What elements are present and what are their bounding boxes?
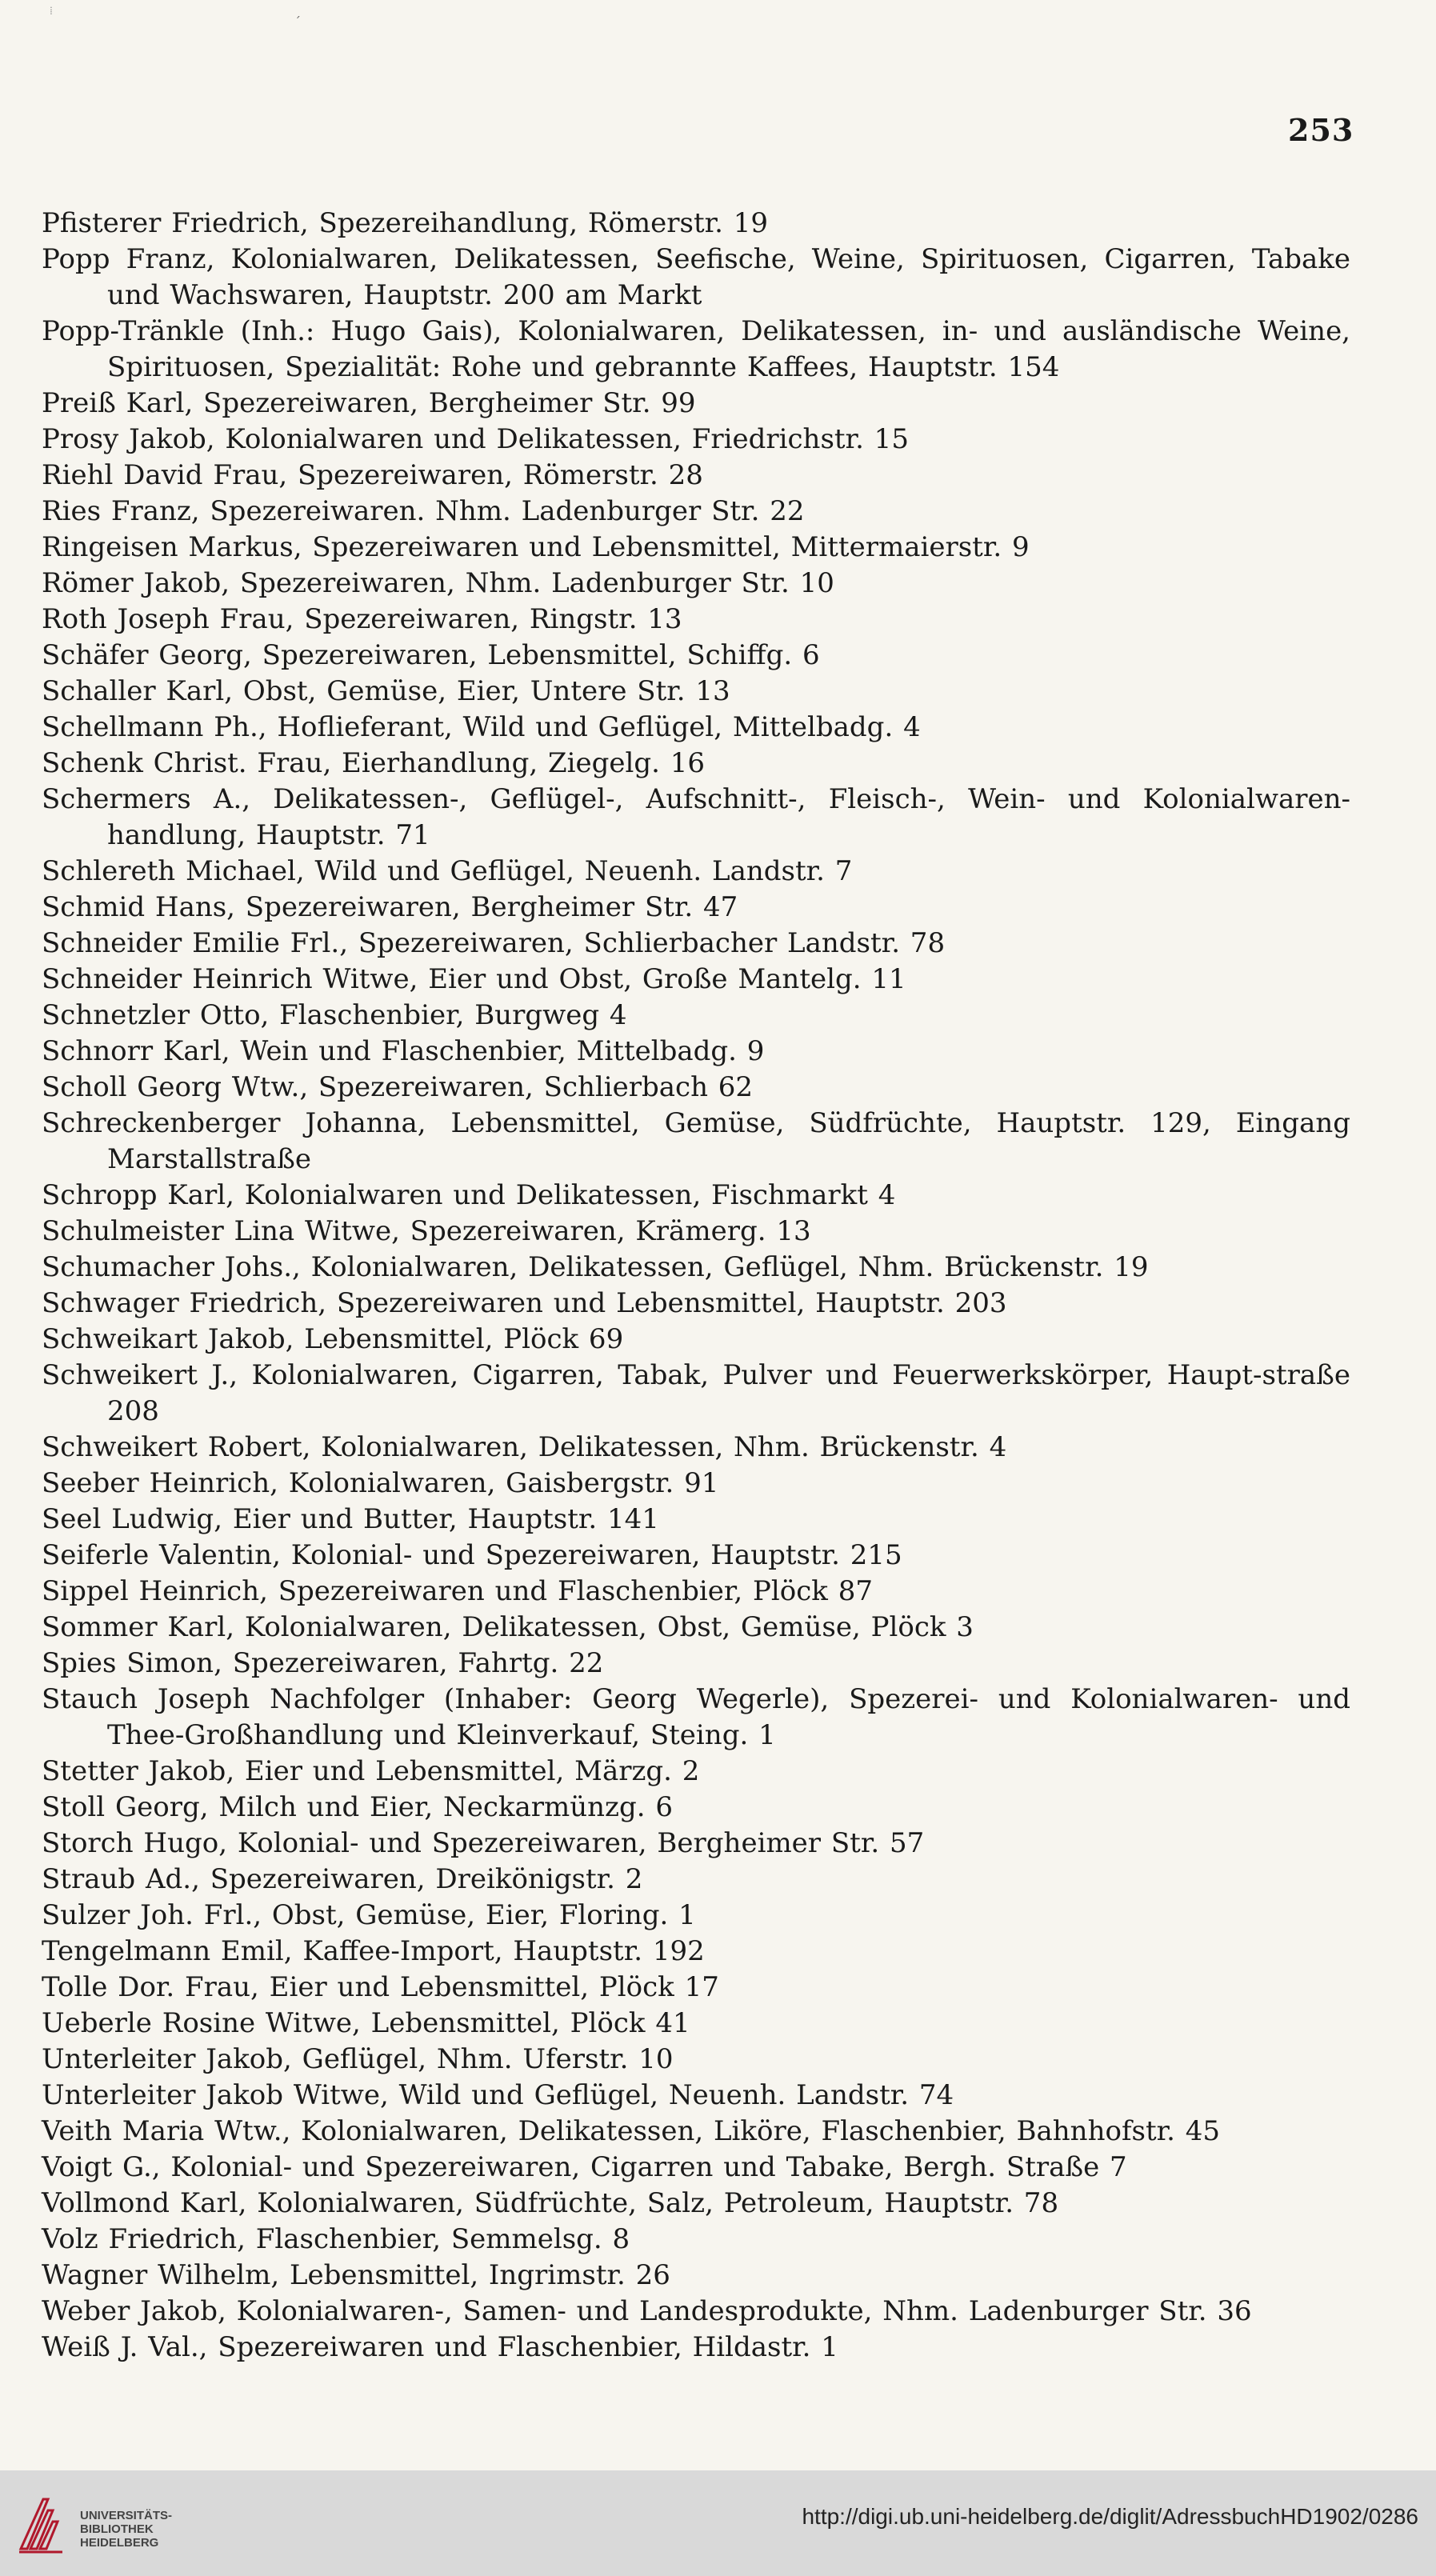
directory-entry: Schenk Christ. Frau, Eierhandlung, Ziegelg. 16 bbox=[42, 747, 706, 779]
directory-entry: Volz Friedrich, Flaschenbier, Semmelsg. 8 bbox=[42, 2223, 630, 2255]
directory-entry: Seeber Heinrich, Kolonialwaren, Gaisbergstr. 91 bbox=[42, 1467, 719, 1499]
directory-entry: Schnetzler Otto, Flaschenbier, Burgweg 4 bbox=[42, 999, 627, 1031]
directory-entry: Popp-Tränkle (Inh.: Hugo Gais), Kolonialwaren, Delikatessen, in- und ausländische Weine, Spirituosen, Spezialität: Rohe und gebrannte Kaffees, Hauptstr. 154 bbox=[42, 315, 1350, 383]
directory-entry: Schaller Karl, Obst, Gemüse, Eier, Untere Str. 13 bbox=[42, 675, 730, 707]
directory-entry: Schäfer Georg, Spezereiwaren, Lebensmittel, Schiffg. 6 bbox=[42, 639, 820, 671]
directory-entry: Preiß Karl, Spezereiwaren, Bergheimer Str. 99 bbox=[42, 387, 696, 419]
directory-entry: Sommer Karl, Kolonialwaren, Delikatessen, Obst, Gemüse, Plöck 3 bbox=[42, 1611, 974, 1643]
library-name-line: UNIVERSITÄTS- bbox=[80, 2509, 173, 2522]
directory-entry: Straub Ad., Spezereiwaren, Dreikönigstr. 2 bbox=[42, 1863, 643, 1895]
page-number: 253 bbox=[1288, 112, 1354, 148]
directory-entries bbox=[42, 206, 1350, 2366]
directory-entry: Schlereth Michael, Wild und Geflügel, Neuenh. Landstr. 7 bbox=[42, 855, 853, 887]
directory-entry: Scholl Georg Wtw., Spezereiwaren, Schlierbach 62 bbox=[42, 1071, 754, 1103]
directory-entry: Schermers A., Delikatessen-, Geflügel-, Aufschnitt-, Fleisch-, Wein- und Kolonialwaren-handlung, Hauptstr. 71 bbox=[42, 783, 1350, 851]
directory-entry: Weiß J. Val., Spezereiwaren und Flaschenbier, Hildastr. 1 bbox=[42, 2331, 838, 2363]
directory-entry: Stauch Joseph Nachfolger (Inhaber: Georg Wegerle), Spezerei- und Kolonialwaren- und Thee-Großhandlung und Kleinverkauf, Steing. 1 bbox=[42, 1683, 1350, 1751]
library-name bbox=[80, 2509, 172, 2550]
directory-entry: Prosy Jakob, Kolonialwaren und Delikatessen, Friedrichstr. 15 bbox=[42, 423, 909, 455]
directory-entry: Sulzer Joh. Frl., Obst, Gemüse, Eier, Floring. 1 bbox=[42, 1899, 696, 1931]
directory-entry: Schweikart Jakob, Lebensmittel, Plöck 69 bbox=[42, 1323, 624, 1355]
directory-entry: Stoll Georg, Milch und Eier, Neckarmünzg. 6 bbox=[42, 1791, 673, 1823]
directory-entry: Schnorr Karl, Wein und Flaschenbier, Mittelbadg. 9 bbox=[42, 1035, 765, 1067]
directory-entry: Pfisterer Friedrich, Spezereihandlung, Römerstr. 19 bbox=[42, 207, 769, 239]
directory-entry: Voigt G., Kolonial- und Spezereiwaren, Cigarren und Tabake, Bergh. Straße 7 bbox=[42, 2151, 1127, 2183]
directory-entry: Tolle Dor. Frau, Eier und Lebensmittel, Plöck 17 bbox=[42, 1971, 719, 2003]
directory-entry: Roth Joseph Frau, Spezereiwaren, Ringstr. 13 bbox=[42, 603, 682, 635]
directory-entry: Storch Hugo, Kolonial- und Spezereiwaren, Bergheimer Str. 57 bbox=[42, 1827, 925, 1859]
directory-entry: Weber Jakob, Kolonialwaren-, Samen- und Landesprodukte, Nhm. Ladenburger Str. 36 bbox=[42, 2295, 1252, 2327]
directory-entry: Unterleiter Jakob, Geflügel, Nhm. Uferstr. 10 bbox=[42, 2043, 674, 2075]
directory-entry: Riehl David Frau, Spezereiwaren, Römerstr. 28 bbox=[42, 459, 703, 491]
directory-entry: Stetter Jakob, Eier und Lebensmittel, Märzg. 2 bbox=[42, 1755, 700, 1787]
directory-entry: Schumacher Johs., Kolonialwaren, Delikatessen, Geflügel, Nhm. Brückenstr. 19 bbox=[42, 1251, 1149, 1283]
library-emblem-icon bbox=[16, 2486, 72, 2560]
directory-entry: Popp Franz, Kolonialwaren, Delikatessen, Seefische, Weine, Spirituosen, Cigarren, Tabake und Wachswaren, Hauptstr. 200 am Markt bbox=[42, 243, 1350, 311]
directory-entry: Schmid Hans, Spezereiwaren, Bergheimer Str. 47 bbox=[42, 891, 738, 923]
directory-entry: Seel Ludwig, Eier und Butter, Hauptstr. 141 bbox=[42, 1503, 659, 1535]
directory-entry: Wagner Wilhelm, Lebensmittel, Ingrimstr. 26 bbox=[42, 2259, 670, 2291]
directory-entry: Vollmond Karl, Kolonialwaren, Südfrüchte, Salz, Petroleum, Hauptstr. 78 bbox=[42, 2187, 1059, 2219]
directory-entry: Ringeisen Markus, Spezereiwaren und Lebensmittel, Mittermaierstr. 9 bbox=[42, 531, 1030, 563]
directory-entry: Ries Franz, Spezereiwaren. Nhm. Ladenburger Str. 22 bbox=[42, 495, 805, 527]
directory-entry: Schwager Friedrich, Spezereiwaren und Lebensmittel, Hauptstr. 203 bbox=[42, 1287, 1007, 1319]
directory-entry: Schneider Heinrich Witwe, Eier und Obst, Große Mantelg. 11 bbox=[42, 963, 906, 995]
permalink-url[interactable]: http://digi.ub.uni-heidelberg.de/diglit/AdressbuchHD1902/0286 bbox=[802, 2504, 1418, 2529]
directory-entry: Sippel Heinrich, Spezereiwaren und Flaschenbier, Plöck 87 bbox=[42, 1575, 873, 1607]
directory-entry: Schulmeister Lina Witwe, Spezereiwaren, Krämerg. 13 bbox=[42, 1215, 811, 1247]
library-name-line: HEIDELBERG bbox=[80, 2536, 159, 2550]
university-library-logo[interactable] bbox=[16, 2486, 184, 2560]
directory-entry: Römer Jakob, Spezereiwaren, Nhm. Ladenburger Str. 10 bbox=[42, 567, 834, 599]
scan-margin-tick: ˊ bbox=[294, 14, 301, 30]
directory-entry: Schweikert J., Kolonialwaren, Cigarren, Tabak, Pulver und Feuerwerkskörper, Haupt-straße 208 bbox=[42, 1359, 1350, 1427]
directory-entry: Schropp Karl, Kolonialwaren und Delikatessen, Fischmarkt 4 bbox=[42, 1179, 896, 1211]
directory-entry: Schellmann Ph., Hoflieferant, Wild und Geflügel, Mittelbadg. 4 bbox=[42, 711, 921, 743]
directory-entry: Schweikert Robert, Kolonialwaren, Delikatessen, Nhm. Brückenstr. 4 bbox=[42, 1431, 1007, 1463]
directory-entry: Unterleiter Jakob Witwe, Wild und Geflügel, Neuenh. Landstr. 74 bbox=[42, 2079, 954, 2111]
directory-entry: Schreckenberger Johanna, Lebensmittel, Gemüse, Südfrüchte, Hauptstr. 129, Eingang Marstallstraße bbox=[42, 1107, 1350, 1175]
library-name-line: BIBLIOTHEK bbox=[80, 2522, 154, 2536]
directory-entry: Seiferle Valentin, Kolonial- und Spezereiwaren, Hauptstr. 215 bbox=[42, 1539, 902, 1571]
directory-entry: Schneider Emilie Frl., Spezereiwaren, Schlierbacher Landstr. 78 bbox=[42, 927, 946, 959]
scan-margin-mark: ⁞ bbox=[50, 5, 53, 18]
viewer-footer bbox=[0, 2470, 1436, 2576]
directory-entry: Tengelmann Emil, Kaffee-Import, Hauptstr. 192 bbox=[42, 1935, 705, 1967]
directory-entry: Ueberle Rosine Witwe, Lebensmittel, Plöck 41 bbox=[42, 2007, 690, 2039]
directory-entry: Veith Maria Wtw., Kolonialwaren, Delikatessen, Liköre, Flaschenbier, Bahnhofstr. 45 bbox=[42, 2115, 1221, 2147]
directory-entry: Spies Simon, Spezereiwaren, Fahrtg. 22 bbox=[42, 1647, 604, 1679]
